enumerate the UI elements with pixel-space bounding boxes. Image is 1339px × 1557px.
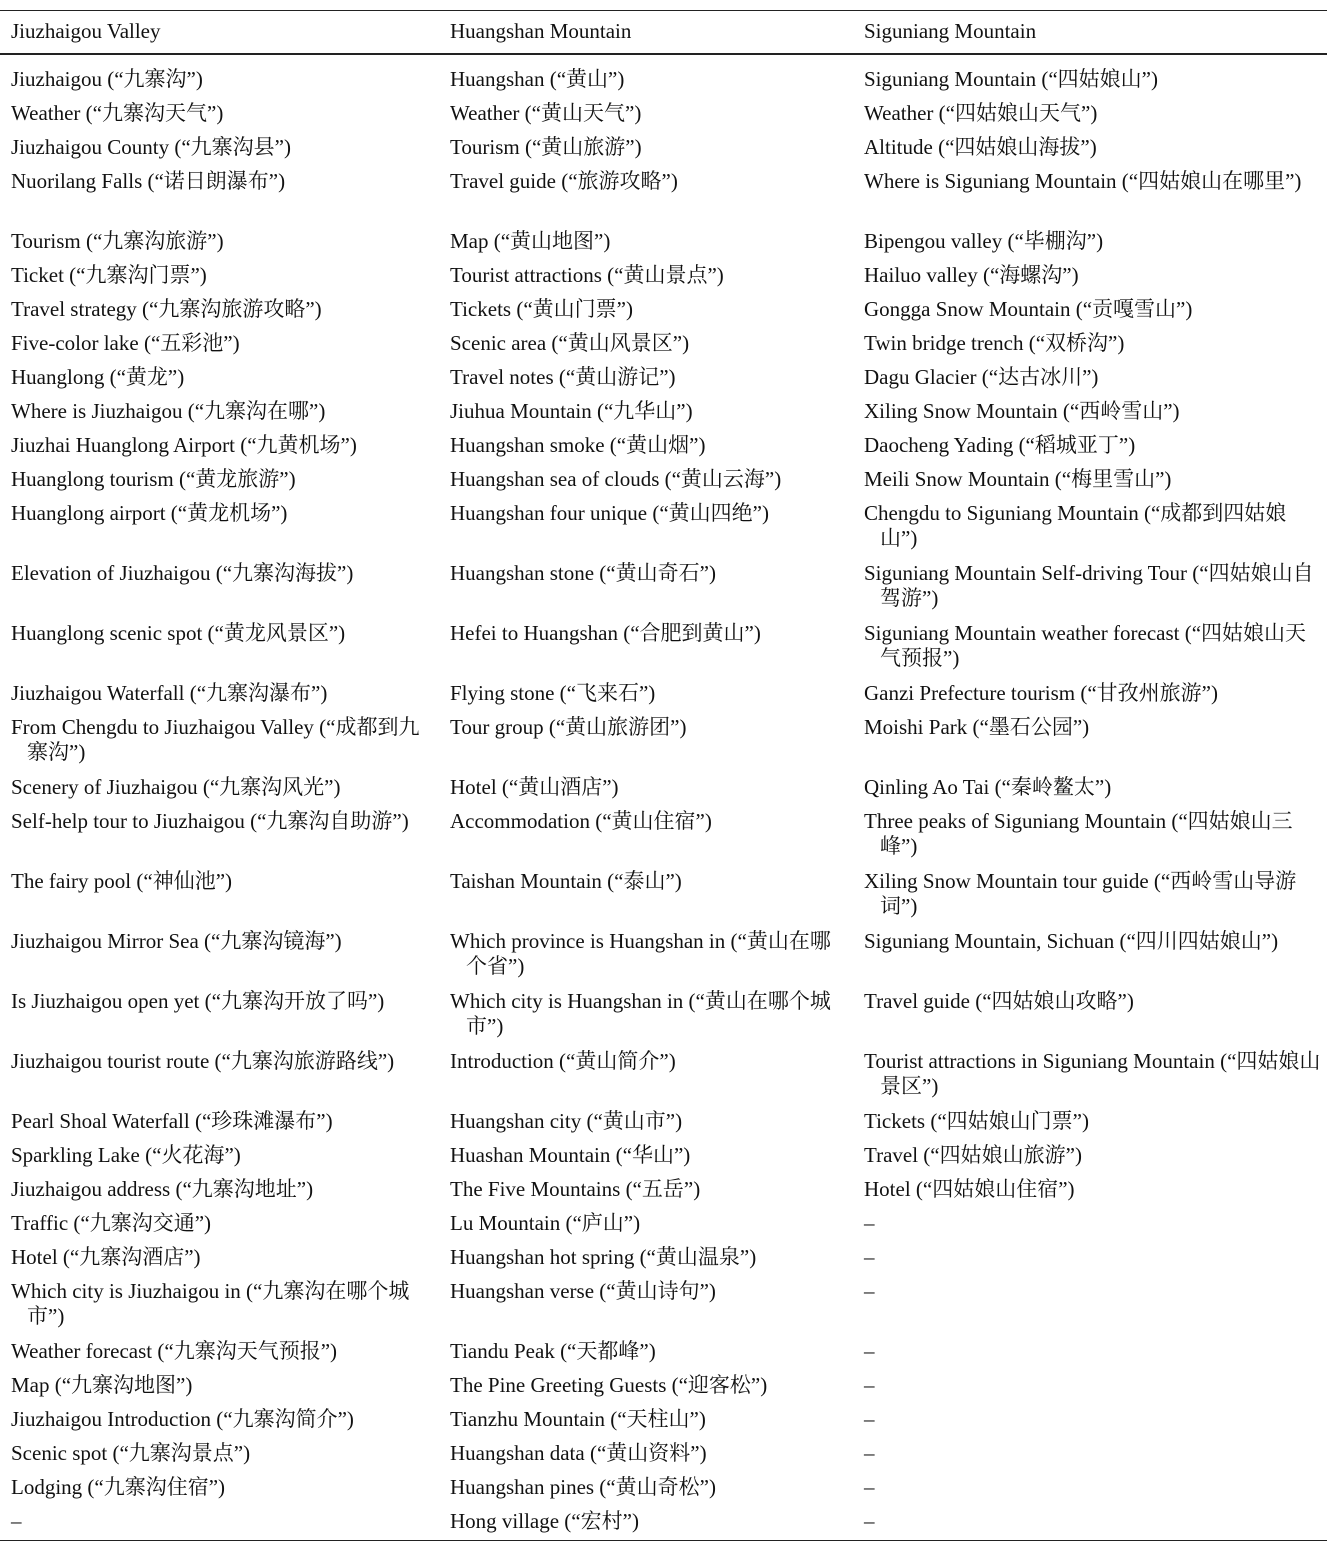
cell-text: Ganzi Prefecture tourism (“甘孜州旅游”) bbox=[864, 681, 1218, 705]
table-cell bbox=[0, 706, 439, 766]
cell-text: Tickets (“四姑娘山门票”) bbox=[864, 1109, 1089, 1133]
table-row bbox=[0, 800, 1327, 860]
table-cell bbox=[0, 92, 439, 126]
table-cell bbox=[0, 55, 439, 92]
table-cell bbox=[0, 1134, 439, 1168]
table-cell bbox=[853, 1040, 1327, 1100]
header-row bbox=[0, 11, 1327, 53]
cell-text: Huangshan four unique (“黄山四绝”) bbox=[450, 501, 769, 525]
cell-text: Altitude (“四姑娘山海拔”) bbox=[864, 135, 1097, 159]
cell-text: Scenery of Jiuzhaigou (“九寨沟风光”) bbox=[11, 775, 341, 799]
cell-text: Ticket (“九寨沟门票”) bbox=[11, 263, 207, 287]
table-row bbox=[0, 424, 1327, 458]
table-cell bbox=[853, 800, 1327, 860]
cell-text: Jiuzhai Huanglong Airport (“九黄机场”) bbox=[11, 433, 357, 457]
table-cell bbox=[0, 1202, 439, 1236]
table-row bbox=[0, 860, 1327, 920]
table-cell bbox=[0, 920, 439, 980]
table-cell bbox=[0, 1040, 439, 1100]
cell-text: Accommodation (“黄山住宿”) bbox=[450, 809, 712, 833]
table-cell bbox=[0, 552, 439, 612]
cell-text: Which city is Huangshan in (“黄山在哪个城市”) bbox=[450, 989, 831, 1038]
cell-text: Jiuzhaigou Mirror Sea (“九寨沟镜海”) bbox=[11, 929, 342, 953]
cell-text: Lodging (“九寨沟住宿”) bbox=[11, 1475, 226, 1499]
table-cell bbox=[853, 1330, 1327, 1364]
table-cell bbox=[439, 1168, 853, 1202]
keyword-table-body bbox=[0, 55, 1327, 1540]
cell-text: Tianzhu Mountain (“天柱山”) bbox=[450, 1407, 706, 1431]
cell-text: Huangshan (“黄山”) bbox=[450, 67, 625, 91]
table-cell bbox=[439, 860, 853, 920]
table-cell bbox=[439, 1236, 853, 1270]
table-cell bbox=[439, 1364, 853, 1398]
cell-text: Tour group (“黄山旅游团”) bbox=[450, 715, 687, 739]
table-cell bbox=[0, 1100, 439, 1134]
cell-text: Huanglong airport (“黄龙机场”) bbox=[11, 501, 288, 525]
cell-text: Five-color lake (“五彩池”) bbox=[11, 331, 240, 355]
table-cell bbox=[439, 458, 853, 492]
cell-text: Daocheng Yading (“稻城亚丁”) bbox=[864, 433, 1136, 457]
cell-text: Introduction (“黄山简介”) bbox=[450, 1049, 676, 1073]
table-row bbox=[0, 1134, 1327, 1168]
table-cell bbox=[853, 220, 1327, 254]
cell-text: – bbox=[864, 1211, 875, 1235]
cell-text: – bbox=[11, 1509, 22, 1533]
cell-text: Hong village (“宏村”) bbox=[450, 1509, 639, 1533]
cell-text: Nuorilang Falls (“诺日朗瀑布”) bbox=[11, 169, 286, 193]
table-cell bbox=[853, 1236, 1327, 1270]
table-cell bbox=[439, 288, 853, 322]
cell-text: Map (“九寨沟地图”) bbox=[11, 1373, 193, 1397]
cell-text: Jiuzhaigou address (“九寨沟地址”) bbox=[11, 1177, 314, 1201]
cell-text: Tourism (“九寨沟旅游”) bbox=[11, 229, 224, 253]
cell-text: From Chengdu to Jiuzhaigou Valley (“成都到九寨沟”) bbox=[11, 715, 420, 764]
cell-text: Bipengou valley (“毕棚沟”) bbox=[864, 229, 1104, 253]
cell-text: – bbox=[864, 1279, 875, 1303]
table-cell bbox=[439, 980, 853, 1040]
table-row bbox=[0, 920, 1327, 980]
table-cell bbox=[0, 1270, 439, 1330]
table-cell bbox=[0, 458, 439, 492]
table-cell bbox=[0, 766, 439, 800]
table-cell bbox=[0, 1236, 439, 1270]
table-row bbox=[0, 1100, 1327, 1134]
cell-text: Huangshan sea of clouds (“黄山云海”) bbox=[450, 467, 782, 491]
table-cell bbox=[0, 126, 439, 160]
cell-text: Tickets (“黄山门票”) bbox=[450, 297, 633, 321]
table-cell bbox=[439, 322, 853, 356]
cell-text: Pearl Shoal Waterfall (“珍珠滩瀑布”) bbox=[11, 1109, 333, 1133]
cell-text: Huanglong (“黄龙”) bbox=[11, 365, 185, 389]
table-cell bbox=[853, 288, 1327, 322]
table-cell bbox=[439, 672, 853, 706]
table-row bbox=[0, 126, 1327, 160]
table-cell bbox=[853, 1270, 1327, 1330]
cell-text: Hotel (“九寨沟酒店”) bbox=[11, 1245, 201, 1269]
table-row bbox=[0, 1466, 1327, 1500]
column-header-huangshan: Huangshan Mountain bbox=[450, 19, 632, 43]
table-cell bbox=[853, 1432, 1327, 1466]
cell-text: Travel guide (“旅游攻略”) bbox=[450, 169, 678, 193]
table-cell bbox=[439, 1466, 853, 1500]
cell-text: Weather forecast (“九寨沟天气预报”) bbox=[11, 1339, 338, 1363]
table-cell bbox=[0, 980, 439, 1040]
cell-text: Weather (“四姑娘山天气”) bbox=[864, 101, 1098, 125]
cell-text: Flying stone (“飞来石”) bbox=[450, 681, 656, 705]
cell-text: Map (“黄山地图”) bbox=[450, 229, 611, 253]
table-row bbox=[0, 1202, 1327, 1236]
table-cell bbox=[0, 390, 439, 424]
cell-text: Self-help tour to Jiuzhaigou (“九寨沟自助游”) bbox=[11, 809, 409, 833]
cell-text: Tourist attractions in Siguniang Mountain (“四姑娘山景区”) bbox=[864, 1049, 1321, 1098]
cell-text: Huangshan smoke (“黄山烟”) bbox=[450, 433, 706, 457]
table-cell bbox=[439, 254, 853, 288]
table-cell bbox=[0, 288, 439, 322]
table-cell bbox=[853, 612, 1327, 672]
table-row bbox=[0, 1500, 1327, 1540]
table-row bbox=[0, 1040, 1327, 1100]
cell-text: Jiuhua Mountain (“九华山”) bbox=[450, 399, 693, 423]
cell-text: Tourism (“黄山旅游”) bbox=[450, 135, 642, 159]
cell-text: Chengdu to Siguniang Mountain (“成都到四姑娘山”) bbox=[864, 501, 1287, 550]
table-cell bbox=[439, 1040, 853, 1100]
cell-text: Three peaks of Siguniang Mountain (“四姑娘山三峰”) bbox=[864, 809, 1293, 858]
table-cell bbox=[853, 706, 1327, 766]
cell-text: – bbox=[864, 1245, 875, 1269]
table-cell bbox=[0, 672, 439, 706]
table-cell bbox=[853, 356, 1327, 390]
table-cell bbox=[439, 766, 853, 800]
table-cell bbox=[439, 55, 853, 92]
table-cell bbox=[853, 860, 1327, 920]
table-cell bbox=[853, 552, 1327, 612]
table-row bbox=[0, 254, 1327, 288]
cell-text: Taishan Mountain (“泰山”) bbox=[450, 869, 682, 893]
table-cell bbox=[853, 55, 1327, 92]
cell-text: Tiandu Peak (“天都峰”) bbox=[450, 1339, 656, 1363]
table-row bbox=[0, 980, 1327, 1040]
table-cell bbox=[439, 160, 853, 220]
cell-text: Scenic area (“黄山风景区”) bbox=[450, 331, 690, 355]
column-header-siguniang: Siguniang Mountain bbox=[864, 19, 1037, 43]
table-cell bbox=[853, 1364, 1327, 1398]
table-cell bbox=[0, 424, 439, 458]
table-cell bbox=[0, 492, 439, 552]
cell-text: – bbox=[864, 1339, 875, 1363]
cell-text: Travel (“四姑娘山旅游”) bbox=[864, 1143, 1082, 1167]
cell-text: Huangshan hot spring (“黄山温泉”) bbox=[450, 1245, 757, 1269]
cell-text: The Five Mountains (“五岳”) bbox=[450, 1177, 701, 1201]
table-cell bbox=[0, 254, 439, 288]
cell-text: Siguniang Mountain weather forecast (“四姑娘山天气预报”) bbox=[864, 621, 1307, 670]
cell-text: Huanglong scenic spot (“黄龙风景区”) bbox=[11, 621, 346, 645]
table-cell bbox=[439, 92, 853, 126]
table-cell bbox=[0, 1500, 439, 1540]
table-cell bbox=[853, 920, 1327, 980]
table-cell bbox=[853, 1202, 1327, 1236]
table-row bbox=[0, 492, 1327, 552]
table-row bbox=[0, 766, 1327, 800]
table-cell bbox=[439, 126, 853, 160]
cell-text: Hotel (“四姑娘山住宿”) bbox=[864, 1177, 1075, 1201]
cell-text: Siguniang Mountain Self-driving Tour (“四姑娘山自驾游”) bbox=[864, 561, 1314, 610]
table-cell bbox=[0, 1466, 439, 1500]
keyword-table-container bbox=[0, 10, 1327, 1541]
cell-text: Where is Siguniang Mountain (“四姑娘山在哪里”) bbox=[864, 169, 1302, 193]
cell-text: Dagu Glacier (“达古冰川”) bbox=[864, 365, 1099, 389]
table-cell bbox=[853, 322, 1327, 356]
table-row bbox=[0, 92, 1327, 126]
table-row bbox=[0, 458, 1327, 492]
cell-text: Moishi Park (“墨石公园”) bbox=[864, 715, 1090, 739]
table-cell bbox=[0, 1432, 439, 1466]
cell-text: – bbox=[864, 1407, 875, 1431]
table-cell bbox=[439, 1270, 853, 1330]
table-cell bbox=[0, 860, 439, 920]
table-cell bbox=[439, 1330, 853, 1364]
cell-text: The Pine Greeting Guests (“迎客松”) bbox=[450, 1373, 768, 1397]
table-row bbox=[0, 1398, 1327, 1432]
cell-text: – bbox=[864, 1509, 875, 1533]
table-cell bbox=[439, 612, 853, 672]
table-row bbox=[0, 706, 1327, 766]
table-cell bbox=[853, 492, 1327, 552]
table-cell bbox=[439, 706, 853, 766]
table-cell bbox=[853, 1100, 1327, 1134]
cell-text: Weather (“黄山天气”) bbox=[450, 101, 642, 125]
cell-text: Lu Mountain (“庐山”) bbox=[450, 1211, 641, 1235]
cell-text: The fairy pool (“神仙池”) bbox=[11, 869, 233, 893]
table-cell bbox=[0, 160, 439, 220]
cell-text: Huangshan data (“黄山资料”) bbox=[450, 1441, 707, 1465]
table-row bbox=[0, 288, 1327, 322]
cell-text: Xiling Snow Mountain tour guide (“西岭雪山导游词”) bbox=[864, 869, 1297, 918]
table-cell bbox=[853, 160, 1327, 220]
table-cell bbox=[853, 1398, 1327, 1432]
table-cell bbox=[853, 980, 1327, 1040]
cell-text: Travel guide (“四姑娘山攻略”) bbox=[864, 989, 1134, 1013]
table-cell bbox=[0, 322, 439, 356]
table-cell bbox=[439, 390, 853, 424]
table-row bbox=[0, 160, 1327, 220]
table-row bbox=[0, 390, 1327, 424]
cell-text: Tourist attractions (“黄山景点”) bbox=[450, 263, 724, 287]
cell-text: – bbox=[864, 1475, 875, 1499]
table-cell bbox=[0, 800, 439, 860]
cell-text: Twin bridge trench (“双桥沟”) bbox=[864, 331, 1125, 355]
cell-text: Scenic spot (“九寨沟景点”) bbox=[11, 1441, 251, 1465]
table-cell bbox=[853, 92, 1327, 126]
cell-text: – bbox=[864, 1373, 875, 1397]
table-row bbox=[0, 1168, 1327, 1202]
table-cell bbox=[0, 612, 439, 672]
table-row bbox=[0, 612, 1327, 672]
cell-text: Huangshan city (“黄山市”) bbox=[450, 1109, 683, 1133]
table-cell bbox=[439, 1134, 853, 1168]
cell-text: – bbox=[864, 1441, 875, 1465]
cell-text: Sparkling Lake (“火花海”) bbox=[11, 1143, 241, 1167]
table-cell bbox=[439, 492, 853, 552]
cell-text: Jiuzhaigou Waterfall (“九寨沟瀑布”) bbox=[11, 681, 328, 705]
table-cell bbox=[853, 424, 1327, 458]
table-cell bbox=[853, 1500, 1327, 1540]
table-cell bbox=[439, 552, 853, 612]
table-cell bbox=[439, 920, 853, 980]
cell-text: Travel strategy (“九寨沟旅游攻略”) bbox=[11, 297, 322, 321]
table-row bbox=[0, 220, 1327, 254]
table-row bbox=[0, 1432, 1327, 1466]
table-cell bbox=[853, 1168, 1327, 1202]
cell-text: Elevation of Jiuzhaigou (“九寨沟海拔”) bbox=[11, 561, 354, 585]
cell-text: Traffic (“九寨沟交通”) bbox=[11, 1211, 212, 1235]
table-cell bbox=[853, 766, 1327, 800]
cell-text: Gongga Snow Mountain (“贡嘎雪山”) bbox=[864, 297, 1193, 321]
table-cell bbox=[853, 1134, 1327, 1168]
table-cell bbox=[853, 390, 1327, 424]
cell-text: Siguniang Mountain, Sichuan (“四川四姑娘山”) bbox=[864, 929, 1279, 953]
table-cell bbox=[439, 1202, 853, 1236]
table-row bbox=[0, 322, 1327, 356]
table-row bbox=[0, 1330, 1327, 1364]
table-cell bbox=[439, 1432, 853, 1466]
table-cell bbox=[853, 458, 1327, 492]
table-cell bbox=[439, 1500, 853, 1540]
table-row bbox=[0, 1236, 1327, 1270]
cell-text: Travel notes (“黄山游记”) bbox=[450, 365, 676, 389]
cell-text: Hefei to Huangshan (“合肥到黄山”) bbox=[450, 621, 761, 645]
cell-text: Jiuzhaigou County (“九寨沟县”) bbox=[11, 135, 291, 159]
table-cell bbox=[439, 356, 853, 390]
table-cell bbox=[853, 126, 1327, 160]
cell-text: Which city is Jiuzhaigou in (“九寨沟在哪个城市”) bbox=[11, 1279, 410, 1328]
cell-text: Hotel (“黄山酒店”) bbox=[450, 775, 619, 799]
table-cell bbox=[439, 424, 853, 458]
cell-text: Weather (“九寨沟天气”) bbox=[11, 101, 224, 125]
table-cell bbox=[439, 800, 853, 860]
cell-text: Jiuzhaigou (“九寨沟”) bbox=[11, 67, 203, 91]
table-cell bbox=[853, 254, 1327, 288]
cell-text: Huanglong tourism (“黄龙旅游”) bbox=[11, 467, 296, 491]
table-cell bbox=[853, 1466, 1327, 1500]
table-row bbox=[0, 55, 1327, 92]
table-cell bbox=[853, 672, 1327, 706]
cell-text: Huashan Mountain (“华山”) bbox=[450, 1143, 691, 1167]
cell-text: Where is Jiuzhaigou (“九寨沟在哪”) bbox=[11, 399, 326, 423]
table-cell bbox=[439, 1398, 853, 1432]
cell-text: Hailuo valley (“海螺沟”) bbox=[864, 263, 1079, 287]
table-cell bbox=[0, 1168, 439, 1202]
column-header-jiuzhaigou: Jiuzhaigou Valley bbox=[11, 19, 161, 43]
table-cell bbox=[439, 220, 853, 254]
table-bottom-rule bbox=[0, 1540, 1327, 1541]
cell-text: Jiuzhaigou tourist route (“九寨沟旅游路线”) bbox=[11, 1049, 395, 1073]
cell-text: Qinling Ao Tai (“秦岭鳌太”) bbox=[864, 775, 1112, 799]
table-cell bbox=[0, 220, 439, 254]
cell-text: Xiling Snow Mountain (“西岭雪山”) bbox=[864, 399, 1180, 423]
cell-text: Siguniang Mountain (“四姑娘山”) bbox=[864, 67, 1158, 91]
table-cell bbox=[0, 1398, 439, 1432]
table-row bbox=[0, 672, 1327, 706]
table-cell bbox=[439, 1100, 853, 1134]
table-row bbox=[0, 1364, 1327, 1398]
table-row bbox=[0, 1270, 1327, 1330]
cell-text: Huangshan pines (“黄山奇松”) bbox=[450, 1475, 716, 1499]
cell-text: Which province is Huangshan in (“黄山在哪个省”) bbox=[450, 929, 831, 978]
table-cell bbox=[0, 1330, 439, 1364]
cell-text: Huangshan verse (“黄山诗句”) bbox=[450, 1279, 716, 1303]
cell-text: Is Jiuzhaigou open yet (“九寨沟开放了吗”) bbox=[11, 989, 385, 1013]
table-cell bbox=[0, 356, 439, 390]
cell-text: Jiuzhaigou Introduction (“九寨沟简介”) bbox=[11, 1407, 354, 1431]
table-cell bbox=[0, 1364, 439, 1398]
keyword-table bbox=[0, 11, 1327, 53]
table-row bbox=[0, 356, 1327, 390]
cell-text: Huangshan stone (“黄山奇石”) bbox=[450, 561, 716, 585]
cell-text: Meili Snow Mountain (“梅里雪山”) bbox=[864, 467, 1172, 491]
table-row bbox=[0, 552, 1327, 612]
